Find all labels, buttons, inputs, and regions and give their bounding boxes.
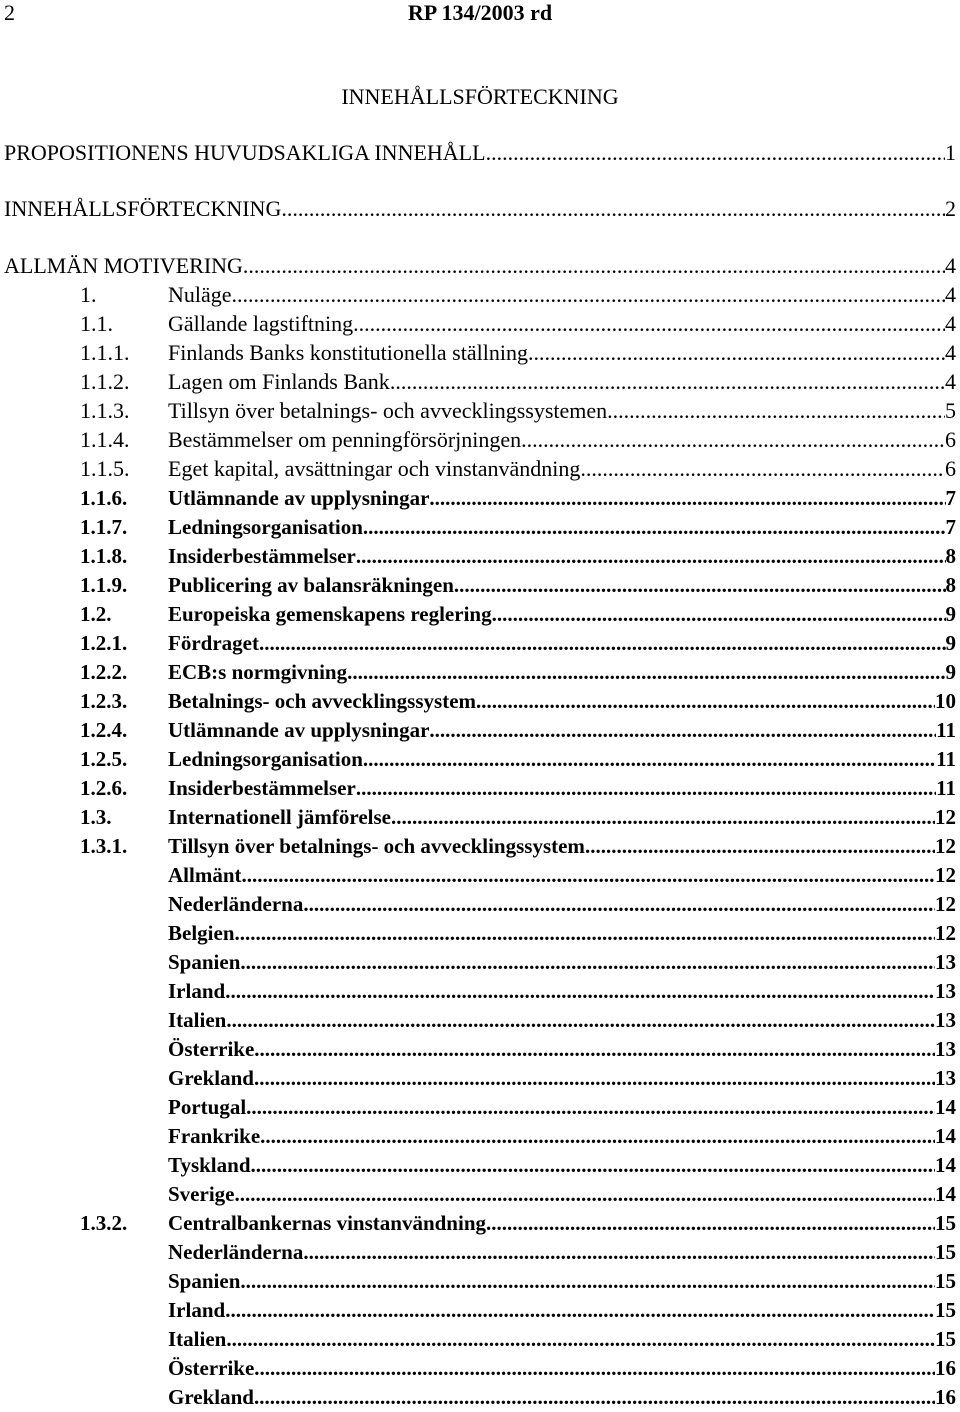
toc-entry-number: 1.2.4. xyxy=(80,718,128,742)
toc-entry-title: Italien xyxy=(168,1327,227,1351)
toc-dot-leader xyxy=(492,601,946,627)
toc-dot-leader xyxy=(254,1065,935,1091)
toc-entry-number: 1.2.5. xyxy=(80,747,128,771)
toc-entry-number: 1.1.1. xyxy=(80,340,130,365)
toc-entry-page: 4 xyxy=(945,311,956,336)
toc-dot-leader xyxy=(353,311,945,337)
toc-dot-leader xyxy=(363,514,946,540)
toc-entry[interactable] xyxy=(80,543,956,571)
toc-entry-number: 1. xyxy=(80,282,97,307)
toc-dot-leader xyxy=(246,1094,935,1120)
toc-entry-title: PROPOSITIONENS HUVUDSAKLIGA INNEHÅLL xyxy=(4,140,486,165)
toc-entry-page: 12 xyxy=(935,834,956,858)
toc-entry-page: 6 xyxy=(945,456,956,481)
toc-entry-page: 7 xyxy=(945,486,956,510)
toc-dot-leader xyxy=(391,804,935,830)
toc-entry-title: Gällande lagstiftning xyxy=(168,311,354,336)
toc-entry-title: Italien xyxy=(168,1008,227,1032)
toc-entry[interactable] xyxy=(80,978,956,1006)
toc-dot-leader xyxy=(454,572,946,598)
toc-dot-leader xyxy=(225,1297,935,1323)
toc-entry-number: 1.2.3. xyxy=(80,689,128,713)
toc-entry-page: 12 xyxy=(935,805,956,829)
toc-entry-title: Europeiska gemenskapens reglering xyxy=(168,602,492,626)
toc-entry-number: 1.3.2. xyxy=(80,1211,128,1235)
toc-entry[interactable] xyxy=(80,514,956,542)
toc-entry-page: 12 xyxy=(935,892,956,916)
toc-entry-title: Insiderbestämmelser xyxy=(168,544,356,568)
toc-entry-title: Utlämnande av upplysningar xyxy=(168,718,430,742)
toc-entry[interactable] xyxy=(80,920,956,948)
toc-entry-number: 1.3. xyxy=(80,805,112,829)
toc-dot-leader xyxy=(429,717,936,743)
toc-entry-title: Spanien xyxy=(168,1269,241,1293)
toc-entry-page: 8 xyxy=(945,573,956,597)
toc-entry-title: Centralbankernas vinstanvändning xyxy=(168,1211,487,1235)
toc-dot-leader xyxy=(347,659,945,685)
toc-entry[interactable] xyxy=(80,1007,956,1035)
toc-entry[interactable] xyxy=(80,1268,956,1296)
toc-entry-page: 15 xyxy=(935,1240,956,1264)
toc-dot-leader xyxy=(486,1210,935,1236)
toc-entry-number: 1.1.4. xyxy=(80,427,130,452)
toc-dot-leader xyxy=(363,746,936,772)
toc-entry-page: 14 xyxy=(935,1095,956,1119)
toc-entry-title: Tillsyn över betalnings- och avvecklingssystemen xyxy=(168,398,608,423)
toc-entry-page: 6 xyxy=(945,427,956,452)
toc-entry-page: 4 xyxy=(945,340,956,365)
toc-dot-leader xyxy=(254,1036,935,1062)
toc-dot-leader xyxy=(225,978,935,1004)
toc-entry-page: 14 xyxy=(935,1124,956,1148)
toc-entry-title: Tyskland xyxy=(168,1153,251,1177)
toc-entry-number: 1.2.6. xyxy=(80,776,128,800)
toc-entry-page: 4 xyxy=(945,253,956,278)
toc-entry[interactable] xyxy=(80,282,956,310)
toc-dot-leader xyxy=(429,485,945,511)
toc-entry-number: 1.1.2. xyxy=(80,369,130,394)
toc-dot-leader xyxy=(240,949,935,975)
toc-entry-title: Österrike xyxy=(168,1356,255,1380)
toc-entry-page: 9 xyxy=(945,660,956,684)
toc-entry-title: Internationell jämförelse xyxy=(168,805,391,829)
toc-dot-leader xyxy=(476,688,935,714)
toc-entry[interactable] xyxy=(80,1152,956,1180)
toc-entry-page: 11 xyxy=(936,718,956,742)
toc-entry-number: 1.3.1. xyxy=(80,834,128,858)
toc-dot-leader xyxy=(254,1355,935,1381)
toc-entry-title: Insiderbestämmelser xyxy=(168,776,356,800)
toc-entry-page: 15 xyxy=(935,1327,956,1351)
toc-entry[interactable] xyxy=(80,1181,956,1209)
toc-dot-leader xyxy=(356,775,936,801)
toc-dot-leader xyxy=(226,1326,935,1352)
toc-entry-title: Eget kapital, avsättningar och vinstanvändning xyxy=(168,456,581,481)
toc-entry-title: Belgien xyxy=(168,921,235,945)
toc-dot-leader xyxy=(226,1007,935,1033)
toc-entry-page: 15 xyxy=(935,1211,956,1235)
toc-entry-page: 16 xyxy=(935,1385,956,1409)
toc-entry-page: 13 xyxy=(935,1066,956,1090)
toc-entry-page: 9 xyxy=(945,631,956,655)
toc-dot-leader xyxy=(240,1268,935,1294)
toc-dot-leader xyxy=(390,369,945,395)
toc-entry[interactable] xyxy=(80,746,956,774)
toc-entry-page: 1 xyxy=(945,140,956,165)
toc-entry-title: Spanien xyxy=(168,950,241,974)
toc-entry-title: Bestämmelser om penningförsörjningen xyxy=(168,427,522,452)
toc-entry-title: Grekland xyxy=(168,1385,254,1409)
toc-entry-page: 14 xyxy=(935,1182,956,1206)
toc-entry-title: INNEHÅLLSFÖRTECKNING xyxy=(4,196,282,221)
toc-dot-leader xyxy=(235,920,936,946)
toc-entry[interactable] xyxy=(80,1123,956,1151)
toc-entry-page: 8 xyxy=(945,544,956,568)
toc-entry[interactable] xyxy=(80,427,956,455)
toc-dot-leader xyxy=(251,1152,936,1178)
toc-entry-title: Fördraget xyxy=(168,631,259,655)
toc-entry-number: 1.1.8. xyxy=(80,544,128,568)
toc-entry-title: Frankrike xyxy=(168,1124,261,1148)
toc-entry-page: 12 xyxy=(935,863,956,887)
toc-entry-title: Ledningsorganisation xyxy=(168,515,363,539)
toc-entry[interactable] xyxy=(80,398,956,426)
toc-entry[interactable] xyxy=(80,340,956,368)
toc-entry[interactable] xyxy=(80,1326,956,1354)
toc-entry-title: Nederländerna xyxy=(168,1240,304,1264)
toc-entry[interactable] xyxy=(80,572,956,600)
toc-entry[interactable] xyxy=(80,833,956,861)
toc-dot-leader xyxy=(234,1181,935,1207)
toc-entry[interactable] xyxy=(80,1239,956,1267)
toc-dot-leader xyxy=(242,862,936,888)
toc-entry-number: 1.1.7. xyxy=(80,515,128,539)
toc-entry[interactable] xyxy=(80,630,956,658)
toc-entry[interactable] xyxy=(4,196,956,224)
toc-entry-title: Grekland xyxy=(168,1066,254,1090)
toc-entry[interactable] xyxy=(80,1094,956,1122)
toc-dot-leader xyxy=(232,282,945,308)
page-number: 2 xyxy=(4,0,15,25)
toc-entry[interactable] xyxy=(80,1036,956,1064)
toc-entry-page: 15 xyxy=(935,1269,956,1293)
toc-entry-page: 13 xyxy=(935,1037,956,1061)
toc-entry-number: 1.2.2. xyxy=(80,660,128,684)
toc-entry-page: 11 xyxy=(936,747,956,771)
toc-entry[interactable] xyxy=(80,369,956,397)
document-reference: RP 134/2003 rd xyxy=(407,0,553,25)
toc-entry-title: Nederländerna xyxy=(168,892,304,916)
toc-entry[interactable] xyxy=(80,949,956,977)
toc-entry-page: 13 xyxy=(935,979,956,1003)
toc-entry-title: Ledningsorganisation xyxy=(168,747,363,771)
toc-entry-title: Lagen om Finlands Bank xyxy=(168,369,390,394)
toc-entry-number: 1.2.1. xyxy=(80,631,128,655)
toc-entry[interactable] xyxy=(80,456,956,484)
toc-entry-page: 7 xyxy=(945,515,956,539)
toc-entry-page: 4 xyxy=(945,369,956,394)
toc-entry-number: 1.1.5. xyxy=(80,456,130,481)
toc-entry-page: 13 xyxy=(935,1008,956,1032)
toc-entry-title: Portugal xyxy=(168,1095,247,1119)
toc-entry-title: Österrike xyxy=(168,1037,255,1061)
toc-dot-leader xyxy=(259,630,946,656)
toc-entry[interactable] xyxy=(4,253,956,281)
toc-entry-title: Nuläge xyxy=(168,282,232,307)
toc-entry[interactable] xyxy=(80,601,956,629)
toc-entry-page: 5 xyxy=(945,398,956,423)
toc-entry-page: 4 xyxy=(945,282,956,307)
toc-entry-page: 9 xyxy=(945,602,956,626)
toc-entry-title: Sverige xyxy=(168,1182,235,1206)
toc-entry-title: Betalnings- och avvecklingssystem xyxy=(168,689,477,713)
toc-entry-number: 1.2. xyxy=(80,602,112,626)
toc-entry-page: 15 xyxy=(935,1298,956,1322)
toc-dot-leader xyxy=(607,398,945,424)
toc-entry[interactable] xyxy=(80,862,956,890)
toc-entry-title: Utlämnande av upplysningar xyxy=(168,486,430,510)
toc-dot-leader xyxy=(486,140,945,166)
toc-entry-number: 1.1. xyxy=(80,311,113,336)
toc-dot-leader xyxy=(528,340,945,366)
toc-entry-page: 14 xyxy=(935,1153,956,1177)
toc-entry[interactable] xyxy=(80,485,956,513)
toc-entry[interactable] xyxy=(80,688,956,716)
toc-entry-page: 16 xyxy=(935,1356,956,1380)
toc-entry[interactable] xyxy=(80,1355,956,1383)
toc-dot-leader xyxy=(281,196,945,222)
toc-entry-number: 1.1.6. xyxy=(80,486,128,510)
toc-dot-leader xyxy=(356,543,946,569)
toc-entry-title: ALLMÄN MOTIVERING xyxy=(4,253,243,278)
toc-entry-title: Finlands Banks konstitutionella ställning xyxy=(168,340,528,365)
page-title: INNEHÅLLSFÖRTECKNING xyxy=(341,84,619,109)
toc-entry[interactable] xyxy=(80,804,956,832)
toc-entry[interactable] xyxy=(80,1065,956,1093)
toc-dot-leader xyxy=(580,456,945,482)
toc-entry-title: Irland xyxy=(168,1298,226,1322)
toc-dot-leader xyxy=(254,1384,935,1410)
toc-entry-page: 13 xyxy=(935,950,956,974)
toc-entry-page: 10 xyxy=(935,689,956,713)
toc-entry-title: Publicering av balansräkningen xyxy=(168,573,454,597)
toc-entry-page: 2 xyxy=(945,196,956,221)
toc-entry[interactable] xyxy=(80,891,956,919)
toc-entry-page: 11 xyxy=(936,776,956,800)
toc-dot-leader xyxy=(585,833,935,859)
toc-entry[interactable] xyxy=(80,1210,956,1238)
toc-entry-page: 12 xyxy=(935,921,956,945)
toc-dot-leader xyxy=(243,253,945,279)
toc-entry-number: 1.1.9. xyxy=(80,573,128,597)
toc-entry-title: ECB:s normgivning xyxy=(168,660,348,684)
toc-entry[interactable] xyxy=(80,1384,956,1412)
toc-entry[interactable] xyxy=(80,311,956,339)
toc-entry-title: Irland xyxy=(168,979,226,1003)
toc-entry[interactable] xyxy=(80,775,956,803)
toc-entry[interactable] xyxy=(4,140,956,168)
toc-entry-title: Allmänt xyxy=(168,863,242,887)
toc-entry[interactable] xyxy=(80,717,956,745)
toc-dot-leader xyxy=(303,891,935,917)
toc-entry[interactable] xyxy=(80,659,956,687)
toc-dot-leader xyxy=(303,1239,935,1265)
toc-dot-leader xyxy=(260,1123,935,1149)
toc-dot-leader xyxy=(521,427,945,453)
toc-entry-title: Tillsyn över betalnings- och avvecklingssystem xyxy=(168,834,585,858)
toc-entry[interactable] xyxy=(80,1297,956,1325)
toc-entry-number: 1.1.3. xyxy=(80,398,130,423)
